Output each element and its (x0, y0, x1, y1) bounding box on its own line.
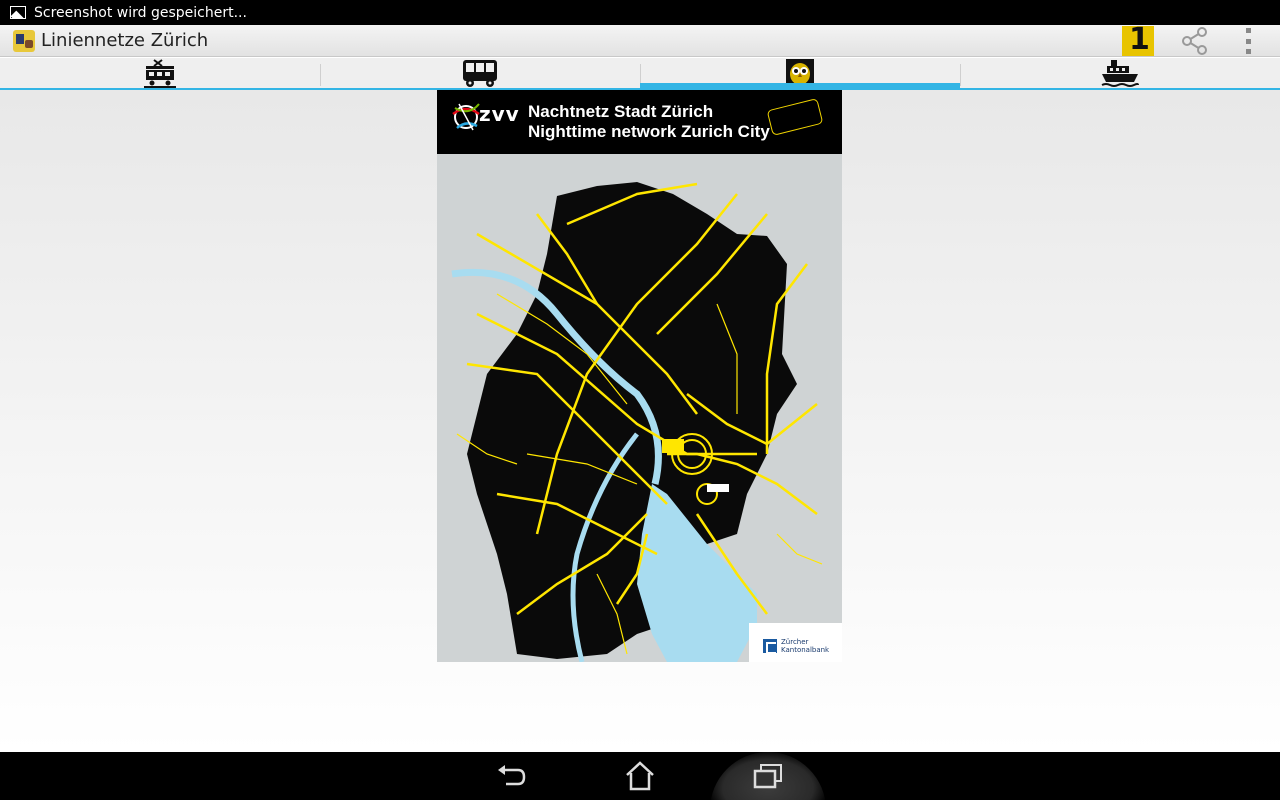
tab-bar (0, 58, 1280, 90)
bank-label: Zürcher Kantonalbank (781, 638, 830, 654)
recent-apps-icon (752, 762, 784, 790)
tab-night[interactable] (640, 58, 960, 88)
overflow-menu-icon[interactable] (1244, 28, 1252, 54)
status-notification-text: Screenshot wird gespeichert... (34, 4, 247, 21)
tram-icon (142, 58, 178, 88)
owl-icon (786, 59, 814, 87)
home-icon (624, 761, 656, 791)
map-sticker (767, 98, 824, 136)
back-icon (496, 762, 528, 790)
back-button[interactable] (482, 758, 542, 794)
map-title-en: Nighttime network Zurich City (528, 122, 770, 141)
navigation-bar (0, 752, 1280, 800)
content-area (0, 90, 1280, 752)
bank-box (749, 623, 842, 662)
tab-bus[interactable] (320, 58, 640, 88)
share-icon[interactable] (1180, 26, 1210, 56)
bank-logo-icon (763, 639, 777, 653)
action-bar (0, 22, 1280, 57)
recent-apps-button[interactable] (738, 758, 798, 794)
bus-icon (460, 58, 500, 88)
one-icon[interactable]: 1 (1122, 26, 1154, 56)
zvv-brand: zvv (479, 102, 520, 126)
app-title: Liniennetze Zürich (41, 30, 209, 51)
network-map-graphic (437, 154, 842, 662)
app-icon[interactable] (13, 30, 35, 52)
status-bar (0, 0, 1280, 25)
network-map[interactable] (437, 90, 842, 662)
map-header (437, 90, 842, 154)
ship-icon (1101, 58, 1139, 88)
tab-boat[interactable] (960, 58, 1280, 88)
home-button[interactable] (610, 758, 670, 794)
tab-tram[interactable] (0, 58, 320, 88)
image-icon (10, 6, 26, 19)
map-title-de: Nachtnetz Stadt Zürich (528, 102, 714, 121)
